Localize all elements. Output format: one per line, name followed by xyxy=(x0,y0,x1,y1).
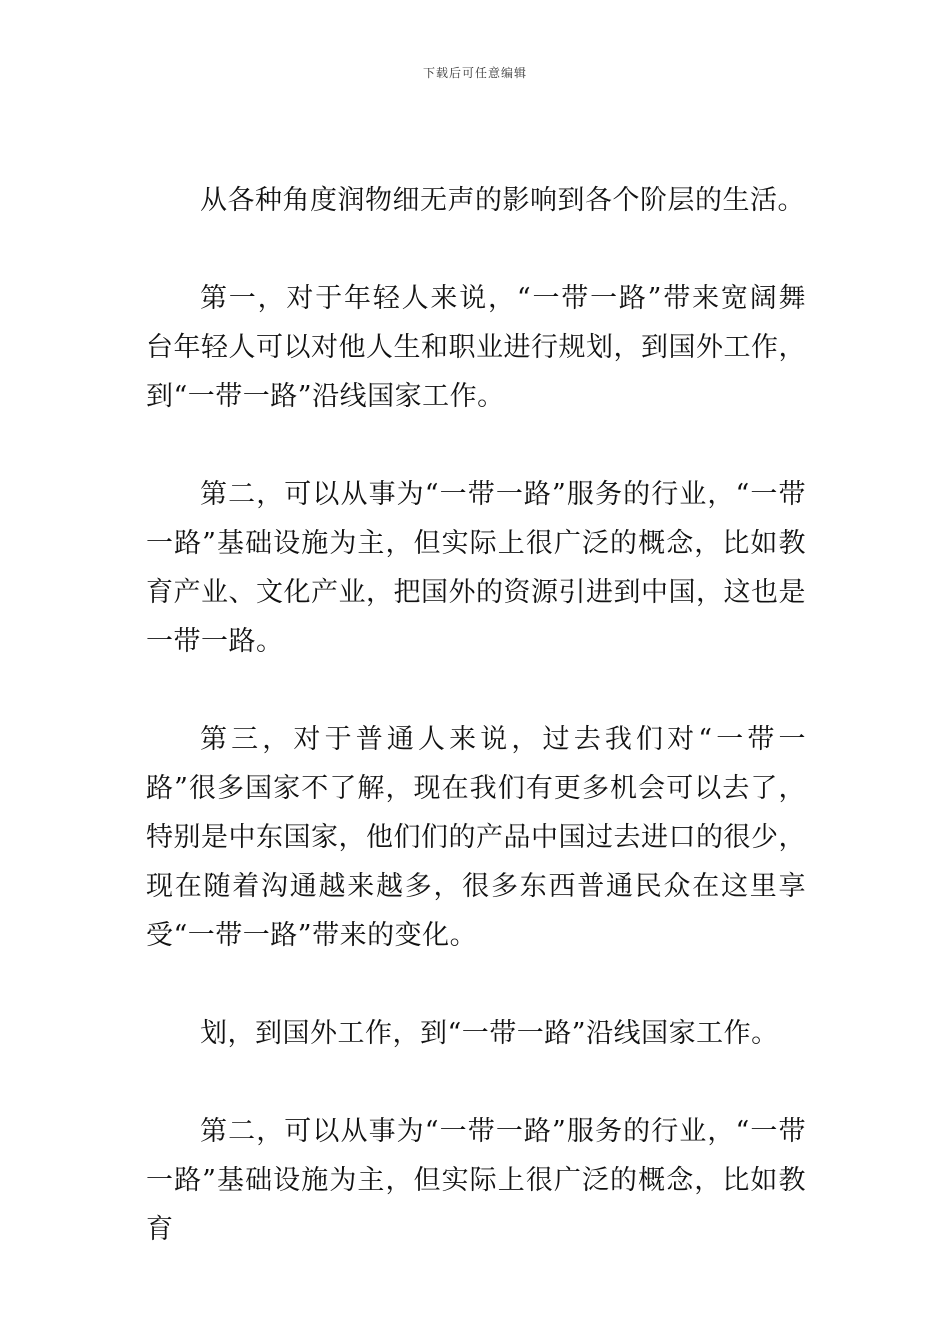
paragraph: 第二，可以从事为“一带一路”服务的行业，“一带一路”基础设施为主，但实际上很广泛的概念，比如教育 xyxy=(146,1116,806,1245)
paragraph: 划，到国外工作，到“一带一路”沿线国家工作。 xyxy=(200,1018,779,1049)
page-header-note: 下载后可任意编辑 xyxy=(422,66,527,80)
paragraph: 第三，对于普通人来说，过去我们对“一带一路”很多国家不了解，现在我们有更多机会可以去了，特别是中东国家，他们们的产品中国过去进口的很少，现在随着沟通越来越多，很多东西普通民众在这里享受“一带一路”带来的变化。 xyxy=(146,724,806,951)
paragraph: 第二，可以从事为“一带一路”服务的行业，“一带一路”基础设施为主，但实际上很广泛的概念，比如教育产业、文化产业，把国外的资源引进到中国，这也是一带一路。 xyxy=(146,479,806,657)
document-body xyxy=(146,176,806,1303)
paragraph: 从各种角度润物细无声的影响到各个阶层的生活。 xyxy=(200,185,805,216)
paragraph: 第一，对于年轻人来说，“一带一路”带来宽阔舞台年轻人可以对他人生和职业进行规划，到国外工作，到“一带一路”沿线国家工作。 xyxy=(146,283,806,412)
